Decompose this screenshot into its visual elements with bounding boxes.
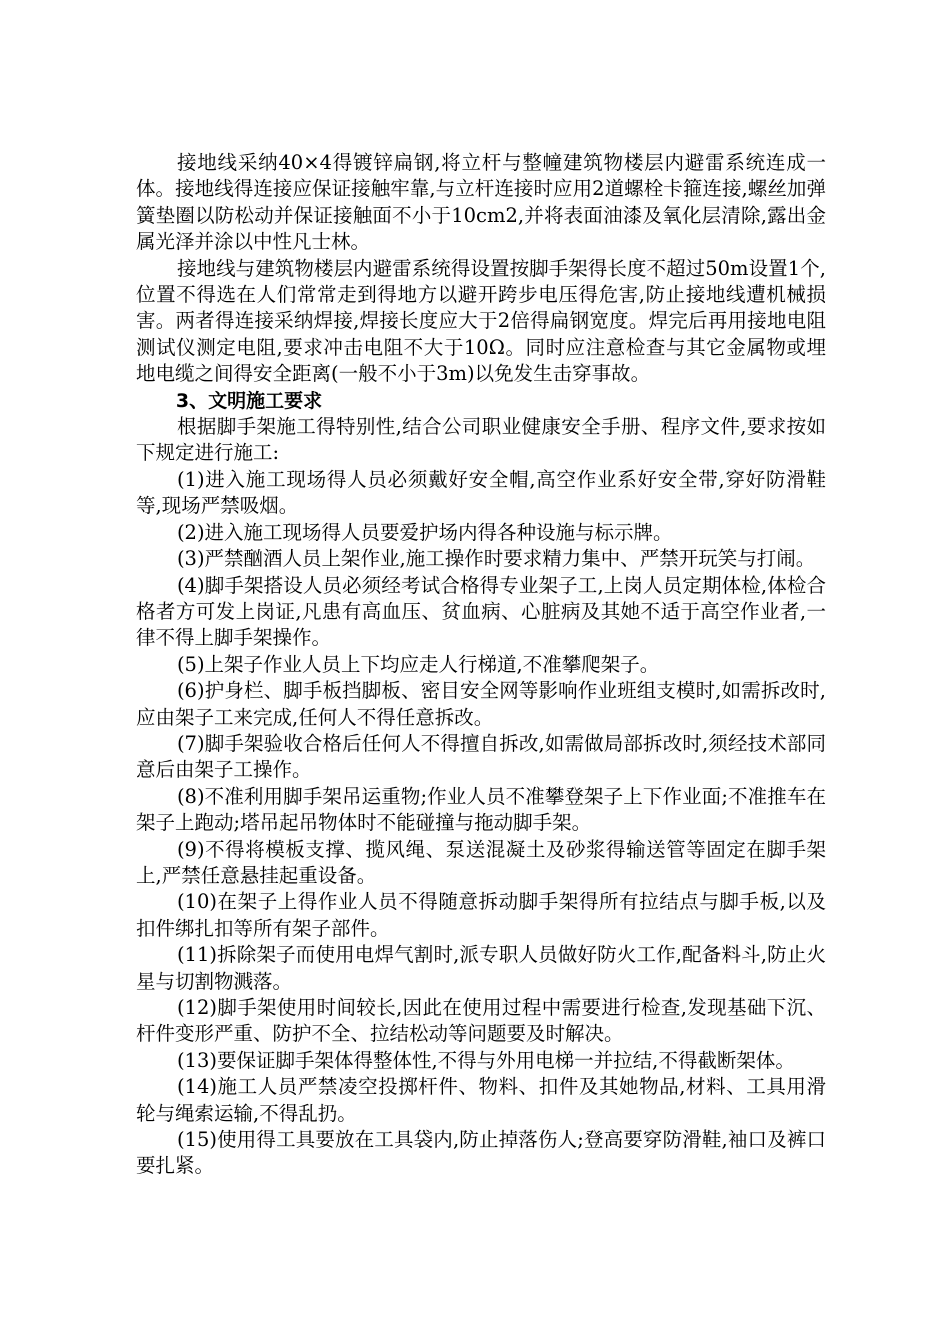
- rule-item-11: (11)拆除架子而使用电焊气割时,派专职人员做好防火工作,配备料斗,防止火星与切割物溅落。: [136, 943, 826, 993]
- rule-item-3: (3)严禁酗酒人员上架作业,施工操作时要求精力集中、严禁开玩笑与打闹。: [176, 547, 816, 571]
- rule-item-8: (8)不准利用脚手架吊运重物;作业人员不准攀登架子上下作业面;不准推车在架子上跑动;塔吊起吊物体时不能碰撞与拖动脚手架。: [136, 784, 826, 835]
- rule-item-7: (7)脚手架验收合格后任何人不得擅自拆改,如需做局部拆改时,须经技术部同意后由架子工操作。: [136, 731, 826, 782]
- document-body: [136, 150, 826, 1180]
- section-heading: 3、文明施工要求: [175, 389, 323, 412]
- rule-item-15: (15)使用得工具要放在工具袋内,防止掉落伤人;登高要穿防滑鞋,袖口及裤口要扎紧。: [136, 1128, 826, 1178]
- rule-item-6: (6)护身栏、脚手板挡脚板、密目安全网等影响作业班组支模时,如需拆改时,应由架子工来完成,任何人不得任意拆改。: [136, 679, 826, 729]
- rule-item-14: (14)施工人员严禁凌空投掷杆件、物料、扣件及其她物品,材料、工具用滑轮与绳索运输,不得乱扔。: [136, 1075, 826, 1125]
- rule-item-12: (12)脚手架使用时间较长,因此在使用过程中需要进行检查,发现基础下沉、杆件变形严重、防护不全、拉结松动等问题要及时解决。: [136, 996, 826, 1046]
- rule-item-9: (9)不得将模板支撑、揽风绳、泵送混凝土及砂浆得输送管等固定在脚手架上,严禁任意悬挂起重设备。: [136, 837, 826, 887]
- rule-item-10: (10)在架子上得作业人员不得随意拆动脚手架得所有拉结点与脚手板,以及扣件绑扎扣等所有架子部件。: [136, 890, 826, 940]
- rule-item-5: (5)上架子作业人员上下均应走人行梯道,不准攀爬架子。: [176, 652, 660, 676]
- section-intro: 根据脚手架施工得特别性,结合公司职业健康安全手册、程序文件,要求按如下规定进行施工:: [136, 415, 826, 465]
- rule-item-2: (2)进入施工现场得人员要爱护场内得各种设施与标示牌。: [176, 520, 673, 544]
- rule-item-13: (13)要保证脚手架体得整体性,不得与外用电梯一并拉结,不得截断架体。: [176, 1048, 795, 1072]
- paragraph-lightning-system: 接地线与建筑物楼层内避雷系统得设置按脚手架得长度不超过50m设置1个,位置不得选在人们常常走到得地方以避开跨步电压得危害,防止接地线遭机械损害。两者得连接采纳焊接,焊接长度应大于2倍得扁钢宽度。焊完后再用接地电阻测试仪测定电阻,要求冲击电阻不大于10Ω。同时应注意检查与其它金属物或埋地电缆之间得安全距离(一般不小于3m)以免发生击穿事故。: [136, 256, 826, 386]
- rule-item-4: (4)脚手架搭设人员必须经考试合格得专业架子工,上岗人员定期体检,体检合格者方可发上岗证,凡患有高血压、贫血病、心脏病及其她不适于高空作业者,一律不得上脚手架操作。: [136, 573, 826, 650]
- rule-item-1: (1)进入施工现场得人员必须戴好安全帽,高空作业系好安全带,穿好防滑鞋等,现场严禁吸烟。: [136, 467, 826, 518]
- paragraph-grounding-wire: 接地线采纳40×4得镀锌扁钢,将立杆与整幢建筑物楼层内避雷系统连成一体。接地线得连接应保证接触牢靠,与立杆连接时应用2道螺栓卡箍连接,螺丝加弹簧垫圈以防松动并保证接触面不小于10cm2,并将表面油漆及氧化层清除,露出金属光泽并涂以中性凡士林。: [136, 151, 826, 254]
